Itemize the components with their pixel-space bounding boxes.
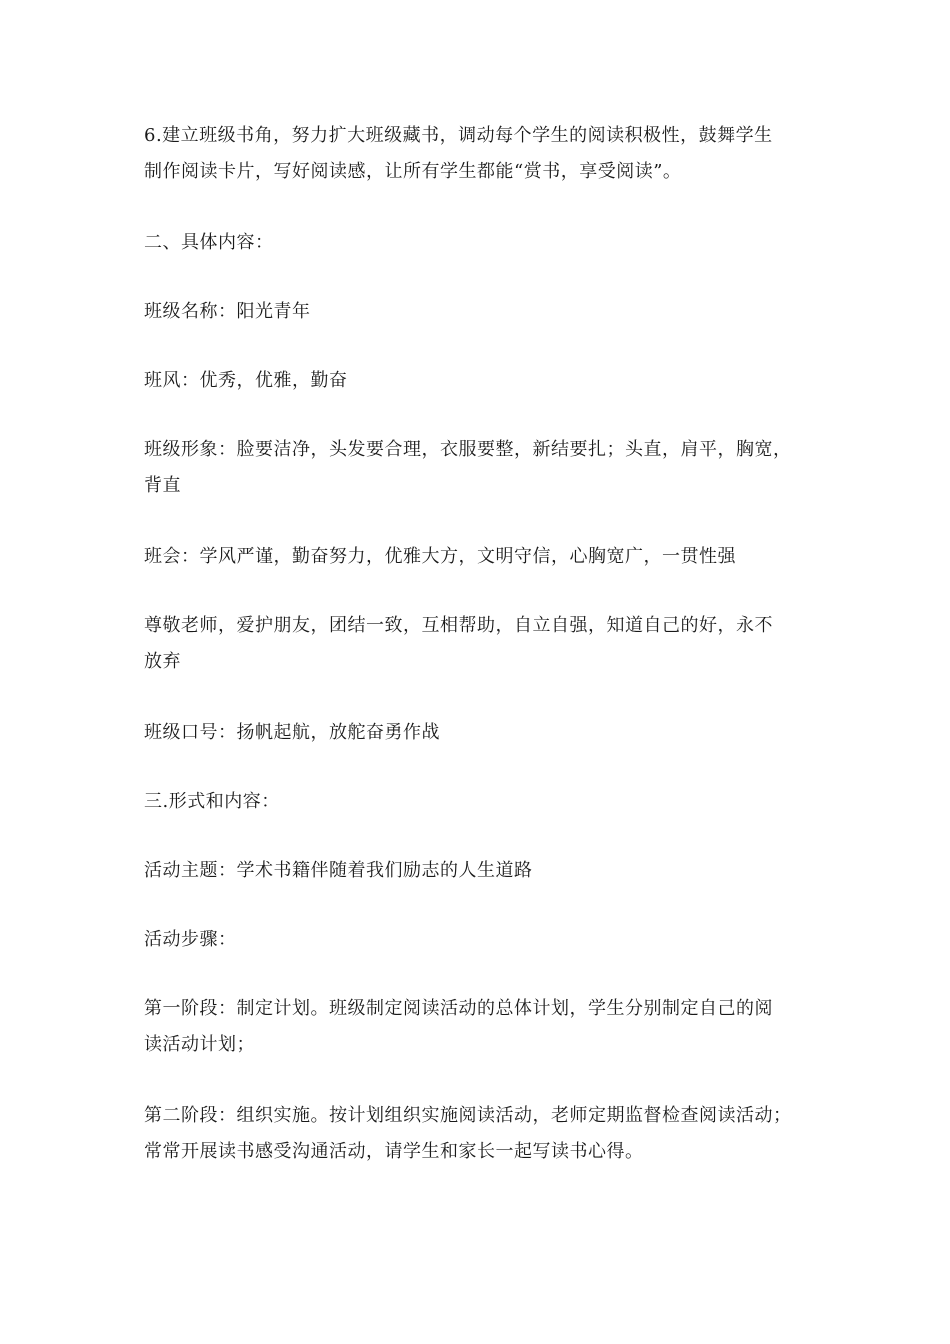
text-line: 二、具体内容： xyxy=(144,232,274,253)
text-line: 第二阶段：组织实施。按计划组织实施阅读活动，老师定期监督检查阅读活动； xyxy=(144,1105,792,1126)
paragraph-stage-one xyxy=(144,991,814,1063)
paragraph-activity-steps xyxy=(144,922,814,958)
section-heading-specific-content xyxy=(144,225,814,261)
text-line: 制作阅读卡片，写好阅读感，让所有学生都能“赏书，享受阅读”。 xyxy=(144,161,682,182)
text-line: 第一阶段：制定计划。班级制定阅读活动的总体计划，学生分别制定自己的阅 xyxy=(144,998,773,1019)
text-line: 常常开展读书感受沟通活动，请学生和家长一起写读书心得。 xyxy=(144,1141,644,1162)
text-line: 活动步骤： xyxy=(144,929,237,950)
paragraph-activity-theme xyxy=(144,853,814,889)
text-line: 尊敬老师，爱护朋友，团结一致，互相帮助，自立自强，知道自己的好，永不 xyxy=(144,615,773,636)
text-line: 班会：学风严谨，勤奋努力，优雅大方，文明守信，心胸宽广，一贯性强 xyxy=(144,546,736,567)
text-line: 6.建立班级书角，努力扩大班级藏书，调动每个学生的阅读积极性，鼓舞学生 xyxy=(144,125,773,146)
paragraph-class-image xyxy=(144,432,814,504)
text-line: 班级口号：扬帆起航，放舵奋勇作战 xyxy=(144,722,440,743)
paragraph-class-name xyxy=(144,294,814,330)
text-line: 活动主题：学术书籍伴随着我们励志的人生道路 xyxy=(144,860,533,881)
paragraph-class-style xyxy=(144,363,814,399)
text-line: 背直 xyxy=(144,475,181,496)
text-line: 班级形象：脸要洁净，头发要合理，衣服要整，新结要扎；头直，肩平，胸宽， xyxy=(144,439,792,460)
paragraph-respect-teachers xyxy=(144,608,814,680)
text-line: 三.形式和内容： xyxy=(144,791,280,812)
paragraph-class-meeting xyxy=(144,539,814,575)
paragraph-class-slogan xyxy=(144,715,814,751)
paragraph-book-corner xyxy=(144,118,814,190)
text-line: 班级名称：阳光青年 xyxy=(144,301,311,322)
section-heading-form-content xyxy=(144,784,814,820)
text-line: 放弃 xyxy=(144,651,181,672)
text-line: 读活动计划； xyxy=(144,1034,255,1055)
text-line: 班风：优秀，优雅，勤奋 xyxy=(144,370,348,391)
paragraph-stage-two xyxy=(144,1098,814,1170)
